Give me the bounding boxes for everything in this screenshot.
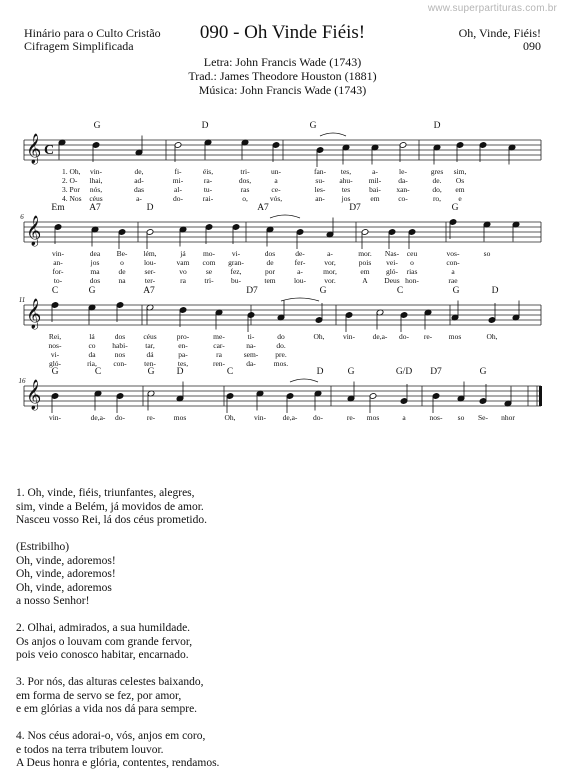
lyric-syllable: ren- (212, 359, 226, 368)
chord-symbol: C (51, 286, 59, 296)
lyric-syllable: ra- (203, 176, 213, 185)
lyric-syllable: mos (366, 413, 380, 422)
final-barline (539, 386, 542, 406)
lyric-syllable: de. (432, 176, 442, 185)
lyric-syllable: das (134, 185, 144, 194)
translation-credit: Trad.: James Theodore Houston (1881) (188, 69, 377, 83)
chord-symbol: D (316, 367, 324, 377)
music-credit: Música: John Francis Wade (1743) (198, 83, 367, 97)
lyric-syllable: tes, (177, 359, 189, 368)
lyric-syllable: re- (423, 332, 433, 341)
lyric-syllable: vin- (51, 249, 65, 258)
slur (290, 379, 318, 382)
lyric-syllable: tri- (204, 276, 214, 285)
chord-symbol: G (88, 286, 96, 296)
spacer (16, 528, 219, 542)
lyric-syllable: co (88, 341, 96, 350)
lyric-syllable: nos (114, 350, 126, 359)
lyric-syllable: da (88, 350, 96, 359)
verse-line: 3. Por nós, das alturas celestes baixando, (16, 676, 204, 688)
lyric-syllable: tu- (203, 185, 213, 194)
verse-line: e todos na terra tributem louvor. (16, 743, 164, 756)
chord-symbol: D (201, 121, 209, 131)
verse-line: A Deus honra e glória, contentes, rendamos. (16, 757, 220, 769)
lyric-syllable: da- (398, 176, 408, 185)
chord-symbol: A7 (143, 286, 155, 296)
lyric-syllable: de (266, 258, 274, 267)
lyric-syllable: fez, (230, 267, 242, 276)
staff-system (24, 298, 541, 332)
lyric-syllable: ceu (406, 249, 418, 258)
lyric-syllable: car- (213, 341, 225, 350)
lyric-syllable: gló- (48, 359, 62, 368)
spacer (16, 717, 219, 731)
lyric-syllable: do- (313, 413, 323, 422)
lyric-syllable: 3. Por (62, 185, 80, 194)
lyric-syllable: pa- (178, 350, 188, 359)
lyric-syllable: jos (341, 194, 351, 203)
chord-symbol: G (51, 367, 59, 377)
lyric-syllable: dea (89, 249, 101, 258)
lyric-syllable: en- (178, 341, 188, 350)
lyric-syllable: Rei, (48, 332, 62, 341)
lyric-syllable: vi- (50, 350, 60, 359)
chord-symbol: Em (51, 203, 65, 213)
lyric-syllable: de, (134, 167, 144, 176)
lyric-syllable: a (274, 176, 278, 185)
lyric-syllable: vo (179, 267, 187, 276)
lyric-syllable: pro- (176, 332, 190, 341)
lyric-syllable: lou- (143, 258, 157, 267)
lyric-syllable: xan- (396, 185, 410, 194)
lyric-syllable: lém, (143, 249, 157, 258)
lyric-syllable: nhor (501, 413, 515, 422)
lyric-syllable: Be- (116, 249, 128, 258)
chorus-line: a nosso Senhor! (16, 595, 90, 607)
verse-line: 1. Oh, vinde, fiéis, triunfantes, alegres, (16, 487, 195, 499)
staff-system (24, 133, 541, 167)
lyric-syllable: Oh, (313, 332, 325, 341)
lyric-syllable: su- (315, 176, 325, 185)
lyric-syllable: do, (432, 185, 442, 194)
lyric-syllable: bai- (369, 185, 381, 194)
lyric-syllable: vi- (231, 249, 241, 258)
lyric-syllable: dos (264, 249, 276, 258)
treble-clef-icon: 𝄞 (26, 216, 42, 246)
lyric-syllable: na (118, 276, 126, 285)
lyric-syllable: vos- (446, 249, 460, 258)
lyric-syllable: de,a- (282, 413, 298, 422)
lyric-syllable: un- (271, 167, 281, 176)
lyric-syllable: a- (327, 249, 333, 258)
lyric-syllable: les- (314, 185, 326, 194)
lyric-syllable: dos (89, 276, 101, 285)
time-signature: C (43, 143, 55, 158)
lyric-syllable: a- (136, 194, 142, 203)
chord-symbol: G (347, 367, 355, 377)
lyrics-credit: Letra: John Francis Wade (1743) (203, 55, 362, 69)
lyric-syllable: mor. (358, 249, 372, 258)
hymn-number: 090 (523, 39, 541, 53)
verse-1 (16, 487, 219, 528)
lyric-syllable: já (180, 249, 186, 258)
lyric-syllable: 2. O- (62, 176, 78, 185)
lyric-syllable: do- (399, 332, 409, 341)
verse-line: 2. Olhai, admirados, a sua humildade. (16, 622, 191, 634)
lyric-syllable: fi- (174, 167, 182, 176)
lyric-syllable: pois (358, 258, 372, 267)
slur (281, 298, 319, 301)
lyric-syllable: mos. (273, 359, 289, 368)
lyric-syllable: tes, (340, 167, 352, 176)
lyric-syllable: céus (89, 194, 103, 203)
chord-symbol: G (93, 121, 101, 131)
lyric-syllable: em (370, 194, 380, 203)
lyric-syllable: ahu- (339, 176, 353, 185)
lyric-syllable: ma (90, 267, 100, 276)
lyric-syllable: Os (455, 176, 465, 185)
lyric-syllable: vin- (89, 167, 103, 176)
lyric-syllable: vin- (253, 413, 267, 422)
lyric-syllable: rae (448, 276, 458, 285)
lyric-syllable: ra (180, 276, 186, 285)
measure-number: 16 (18, 377, 26, 385)
verse-2 (16, 622, 219, 663)
lyric-syllable: céus (143, 332, 157, 341)
chorus-line: (Estribilho) (16, 541, 70, 553)
slur (270, 215, 300, 218)
lyric-syllable: fer- (294, 258, 306, 267)
lyric-syllable: a- (372, 167, 378, 176)
lyric-syllable: vin- (48, 413, 62, 422)
lyric-syllable: vor. (324, 276, 336, 285)
lyric-syllable: le- (399, 167, 407, 176)
lyric-syllable: jos (90, 258, 100, 267)
lyric-syllable: vei- (386, 258, 398, 267)
lyric-syllable: em (360, 267, 370, 276)
lyric-syllable: nos- (48, 341, 62, 350)
lyric-syllable: al- (174, 185, 182, 194)
lyric-syllable: e (458, 194, 462, 203)
lyric-syllable: me- (213, 332, 225, 341)
lyric-syllable: gló- (385, 267, 399, 276)
chord-symbol: C (94, 367, 102, 377)
lyric-syllable: mor, (323, 267, 337, 276)
hymnal-name: Hinário para o Culto Cristão (24, 26, 161, 40)
staff-system (24, 379, 542, 413)
verse-line: e em glórias a vida nos dá para sempre. (16, 703, 198, 715)
lyric-syllable: co- (398, 194, 408, 203)
lyric-syllable: o, (242, 194, 248, 203)
lyric-syllable: tes (341, 185, 351, 194)
lyric-syllable: Deus (384, 276, 400, 285)
verse-line: em forma de servo se fez, por amor, (16, 689, 182, 702)
spacer (16, 609, 219, 623)
lyric-syllable: por (265, 267, 275, 276)
lyric-syllable: mi- (172, 176, 184, 185)
treble-clef-icon: 𝄞 (26, 299, 42, 329)
lyric-syllable: ter- (144, 276, 156, 285)
measure-number: 6 (20, 213, 24, 221)
chord-symbol: D7 (349, 203, 361, 213)
lyric-syllable: ria, (87, 359, 97, 368)
lyric-syllable: to- (53, 276, 63, 285)
verse-4 (16, 730, 219, 771)
lyric-syllable: 4. Nos (62, 194, 82, 203)
chorus-line: Oh, vinde, adoremos (16, 581, 112, 594)
lyric-syllable: lhai, (89, 176, 103, 185)
lyric-syllable: a (451, 267, 455, 276)
lyric-syllable: ro, (432, 194, 442, 203)
lyric-syllable: gran- (228, 258, 244, 267)
lyric-syllable: dos (114, 332, 126, 341)
lyric-syllable: ten- (144, 359, 156, 368)
lyric-syllable: so (483, 249, 491, 258)
slur (320, 133, 346, 136)
lyric-syllable: de,a- (372, 332, 388, 341)
lyric-syllable: mil- (368, 176, 382, 185)
lyric-syllable: an- (53, 258, 63, 267)
lyric-syllable: mo- (202, 249, 216, 258)
lyric-syllable: a (402, 413, 406, 422)
lyric-syllable: vós, (269, 194, 283, 203)
measure-number: 11 (18, 296, 26, 304)
lyric-syllable: se (205, 267, 213, 276)
lyric-syllable: gres (430, 167, 444, 176)
lyric-syllable: bu- (231, 276, 241, 285)
chord-symbol: G (319, 286, 327, 296)
lyric-syllable: mos (173, 413, 187, 422)
verse-line: sim, vinde a Belém, já movidos de amor. (16, 500, 204, 513)
lyric-syllable: sem- (243, 350, 259, 359)
lyric-syllable: re- (346, 413, 356, 422)
chord-symbol: G (147, 367, 155, 377)
lyric-syllable: da- (246, 359, 256, 368)
lyric-syllable: A (362, 276, 368, 285)
chord-symbol: D7 (430, 367, 442, 377)
lyric-syllable: re- (146, 413, 156, 422)
lyric-syllable: mos (448, 332, 462, 341)
lyric-syllable: con- (446, 258, 460, 267)
lyric-syllable: tem (264, 276, 276, 285)
lyric-syllable: éis, (202, 167, 214, 176)
hymn-short-title: Oh, Vinde, Fiéis! (458, 26, 541, 40)
lyric-syllable: com (202, 258, 216, 267)
verse-line: pois veio conosco habitar, encarnado. (16, 649, 189, 661)
lyric-syllable: dá (146, 350, 154, 359)
treble-clef-icon: 𝄞 (26, 134, 42, 164)
lyric-syllable: con- (113, 359, 127, 368)
chord-symbol: A7 (89, 203, 101, 213)
lyric-syllable: vin- (342, 332, 356, 341)
chord-symbol: D7 (246, 286, 258, 296)
spacer (16, 663, 219, 677)
lyric-syllable: de,a- (90, 413, 106, 422)
lyric-syllable: dos, (238, 176, 252, 185)
lyric-syllable: rias (406, 267, 418, 276)
chord-symbol: C (396, 286, 404, 296)
lyric-syllable: Oh, (224, 413, 236, 422)
lyric-syllable: ras (240, 185, 250, 194)
chorus-line: Oh, vinde, adoremos! (16, 568, 116, 580)
chord-symbol: G (309, 121, 317, 131)
lyric-syllable: 1. Oh, (62, 167, 81, 176)
chord-symbol: G (451, 203, 459, 213)
chord-symbol: D (146, 203, 154, 213)
lyric-syllable: ad- (134, 176, 144, 185)
lyric-syllable: em (455, 185, 465, 194)
lyric-syllable: de- (295, 249, 305, 258)
lyric-syllable: do- (115, 413, 125, 422)
chord-symbol: D (176, 367, 184, 377)
lyric-syllable: do (277, 332, 285, 341)
lyric-syllable: ti- (247, 332, 255, 341)
chord-symbol: D (433, 121, 441, 131)
lyric-syllable: Nas- (384, 249, 400, 258)
page-title: 090 - Oh Vinde Fiéis! (199, 22, 366, 43)
chorus-line: Oh, vinde, adoremos! (16, 554, 116, 567)
treble-clef-icon: 𝄞 (26, 380, 42, 410)
lyric-syllable: nos- (429, 413, 443, 422)
lyric-syllable: na- (246, 341, 256, 350)
verse-line: Nasceu vosso Rei, lá dos céus prometido. (16, 514, 207, 526)
lyric-syllable: tri- (240, 167, 250, 176)
lyric-syllable: fan- (313, 167, 327, 176)
chord-symbol: D (491, 286, 499, 296)
lyric-syllable: tar, (145, 341, 155, 350)
lyric-syllable: ser- (144, 267, 156, 276)
lyric-syllable: nós, (89, 185, 103, 194)
chord-symbol: G (479, 367, 487, 377)
staff-system (24, 215, 541, 249)
lyric-syllable: ra (216, 350, 222, 359)
lyric-syllable: do- (173, 194, 183, 203)
chord-symbol: C (226, 367, 234, 377)
lyric-syllable: lou- (293, 276, 307, 285)
chord-symbol: G (452, 286, 460, 296)
lyric-syllable: habi- (112, 341, 128, 350)
lyric-syllable: Oh, (486, 332, 498, 341)
lyric-syllable: hon- (405, 276, 419, 285)
lyric-syllable: a- (297, 267, 303, 276)
lyric-syllable: ce- (271, 185, 281, 194)
hymnal-subtitle: Cifragem Simplificada (24, 39, 134, 53)
lyric-syllable: de (118, 267, 126, 276)
lyric-syllable: an- (315, 194, 325, 203)
lyric-syllable: o (120, 258, 124, 267)
chorus (16, 541, 219, 609)
lyrics-text (16, 487, 219, 771)
lyric-syllable: vor, (324, 258, 336, 267)
verse-line: Os anjos o louvam com grande fervor, (16, 635, 193, 648)
chord-symbol: A7 (257, 203, 269, 213)
chord-symbol: G/D (395, 367, 413, 377)
lyric-syllable: o (410, 258, 414, 267)
verse-3 (16, 676, 219, 717)
lyric-syllable: sim, (453, 167, 467, 176)
lyric-syllable: lá (89, 332, 95, 341)
lyric-syllable: so (457, 413, 465, 422)
lyric-syllable: rai- (202, 194, 214, 203)
lyric-syllable: for- (52, 267, 64, 276)
lyric-syllable: pre. (275, 350, 287, 359)
lyric-syllable: do. (276, 341, 286, 350)
site-watermark: www.superpartituras.com.br (427, 3, 557, 14)
verse-line: 4. Nos céus adorai-o, vós, anjos em coro, (16, 730, 206, 742)
lyric-syllable: vam (176, 258, 190, 267)
lyric-syllable: Se- (478, 413, 488, 422)
